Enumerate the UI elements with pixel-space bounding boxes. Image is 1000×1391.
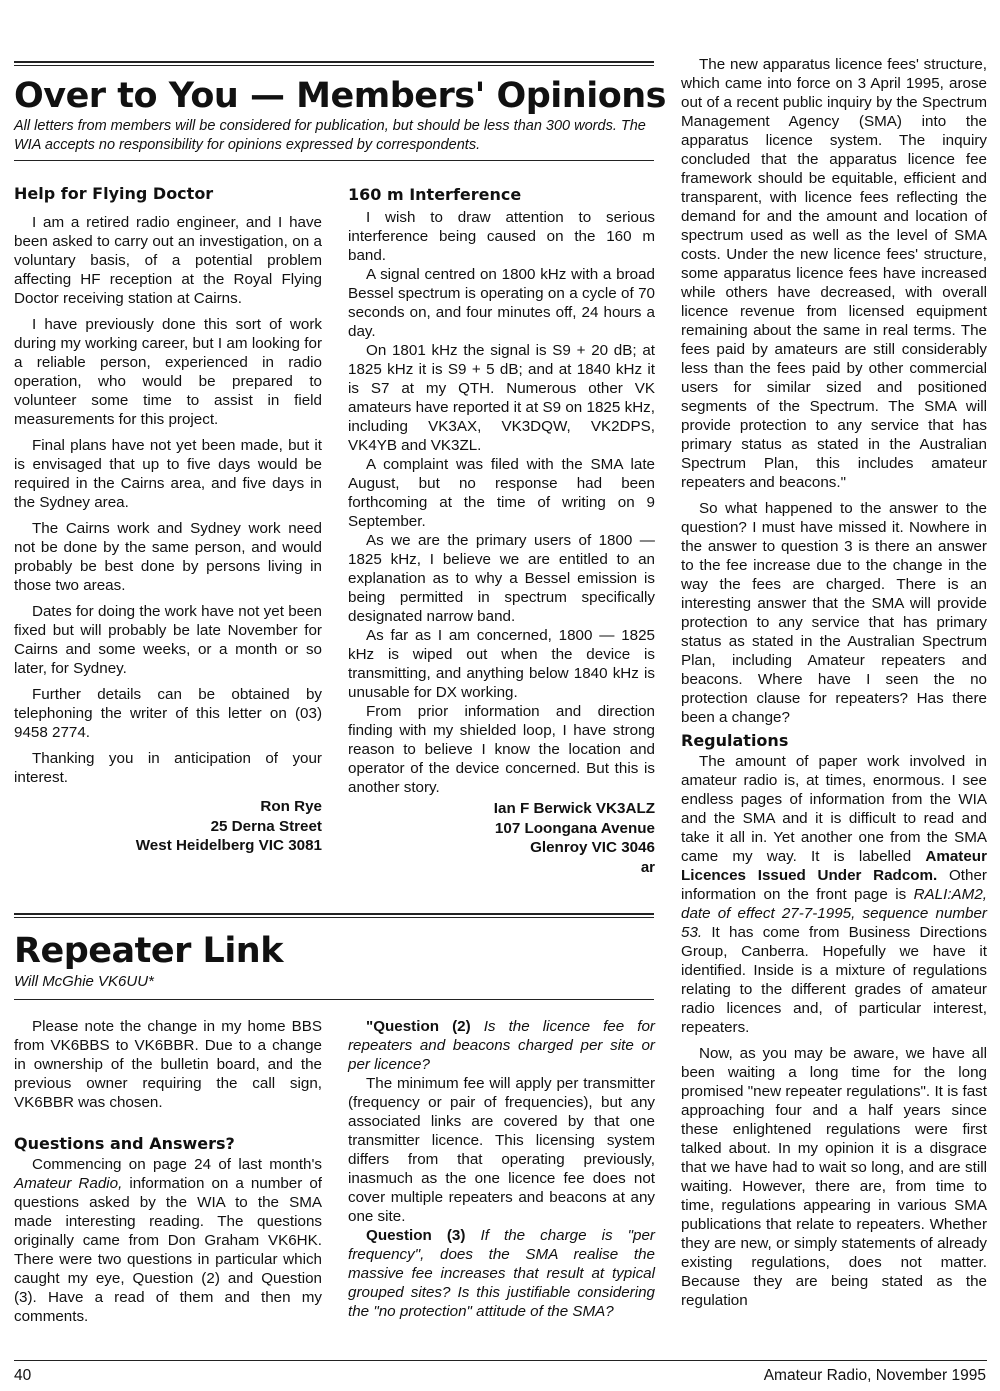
paragraph: I have previously done this sort of work during my working career, but I am looking for a reliable person, experienced in radio operation, who would be prepared to volunteer some time to assist in field measurements for this project. bbox=[14, 316, 322, 428]
paragraph: As we are the primary users of 1800 — 1825 kHz, I believe we are entitled to an explanation as to why a Bessel emission is being permitted in spectrum specifically designated narrow band. bbox=[348, 532, 655, 625]
signature-name: Ian F Berwick VK3ALZ bbox=[493, 800, 655, 817]
question-2: "Question (2) Is the licence fee for repeaters and beacons charged per site or per licence? bbox=[348, 1018, 655, 1073]
repeater-rule bbox=[14, 913, 654, 918]
letter-flying-doctor bbox=[14, 183, 322, 856]
publication-footer: Amateur Radio, November 1995 bbox=[763, 1367, 986, 1384]
letter-heading: 160 m Interference bbox=[348, 185, 522, 204]
paragraph: The amount of paper work involved in amateur radio is, at times, enormous. I see endless pages of information from the WIA and the SMA and it is difficult to read and take it all in. Yet another one from the SMA came my way. It is labelled Amateur Licences Issued Under Radcom. Other information on the front page is RALI:AM2, date of effect 27-7-1995, sequence number 53. It has come from Business Directions Group, Canberra. Hopefully we have it identified. Inside is a mixture of regulations relating to the different grades of amateur radio licences and, of particular interest, repeaters. bbox=[681, 753, 987, 1036]
paragraph: Further details can be obtained by telephoning the writer of this letter on (03) 9458 2774. bbox=[14, 686, 322, 741]
paragraph: Commencing on page 24 of last month's Amateur Radio, information on a number of questions asked by the WIA to the SMA made interesting reading. The questions originally came from Don Graham VK6HK. There were two questions in particular which caught my eye, Question (2) and Question (3). Have a read of them and then my comments. bbox=[14, 1156, 322, 1325]
paragraph: A signal centred on 1800 kHz with a broad Bessel spectrum is operating on a cycle of 70 seconds on, and four minutes off, 24 hours a day. bbox=[348, 266, 655, 340]
repeater-column-2 bbox=[348, 1017, 655, 1321]
page-number: 40 bbox=[14, 1367, 32, 1384]
footer-rule bbox=[14, 1360, 987, 1361]
signature-street: 107 Loongana Avenue bbox=[494, 819, 655, 837]
paragraph: Thanking you in anticipation of your interest. bbox=[14, 750, 322, 786]
publication-reference: RALI:AM2, date of effect 27-7-1995, sequence number 53. bbox=[681, 886, 987, 941]
paragraph: The new apparatus licence fees' structure, which came into force on 3 April 1995, arose out of a recent public inquiry by the Spectrum Management Agency (SMA) into the apparatus licence system. The inquiry concluded that the apparatus licence fee framework should be equitable, efficient and transparent, with licence fees reflecting the demand for and the amount and location of spectrum used as well as the level of SMA costs. Under the new licence fees' structure, some apparatus licence fees have increased while others have decreased, with overall licence revenue from licensed equipment remaining about the same in real terms. The fees paid by amateurs are still considerably less than the fees paid by other commercial users for similar sized and positioned segments of the Spectrum. The SMA will provide protection to any service that has primary status as stated in the Australian Spectrum Plan, this includes amateur repeaters and beacons." bbox=[681, 56, 987, 491]
qa-heading: Questions and Answers? bbox=[14, 1134, 235, 1153]
signature-locality: West Heidelberg VIC 3081 bbox=[135, 837, 322, 854]
regulations-heading: Regulations bbox=[681, 731, 789, 750]
letter-heading: Help for Flying Doctor bbox=[14, 184, 214, 203]
end-mark: ar bbox=[640, 858, 655, 876]
paragraph: Please note the change in my home BBS from VK6BBS to VK6BBR. Due to a change in ownership of the bulletin board, and the previous owner requiring the call sign, VK6BBR was chosen. bbox=[14, 1018, 322, 1111]
signature-locality: Glenroy VIC 3046 bbox=[530, 839, 655, 856]
paragraph: Now, as you may be aware, we have all been waiting a long time for the long promised "new repeater regulations". It is fast approaching four and a half years since these enlightened regulations were first talked about. In my opinion it is a disgrace that we have had to wait so long, and are still waiting. However, there are, from time to time, regulations appearing in various SMA publications that relate to repeaters. Whether they are new, or simply statements of already existing regulations, does not matter. Because they are being stated as the regulation bbox=[681, 1045, 987, 1309]
signature-name: Ron Rye bbox=[260, 798, 322, 815]
letter-160m-interference bbox=[348, 184, 655, 877]
paragraph: From prior information and direction finding with my shielded loop, I have strong reason to believe I know the location and operator of the device concerned. But this is another story. bbox=[348, 703, 655, 796]
repeater-column-1 bbox=[14, 1017, 322, 1326]
paragraph: Final plans have not yet been made, but it is envisaged that up to five days would be required in the Cairns area, and five days in the Sydney area. bbox=[14, 437, 322, 511]
paragraph: Dates for doing the work have not yet been fixed but will probably be late November for Cairns and some weeks, or a month or so later, for Sydney. bbox=[14, 603, 322, 677]
magazine-name: Amateur Radio, bbox=[14, 1175, 123, 1192]
right-column bbox=[681, 55, 987, 1310]
top-rule bbox=[14, 61, 654, 66]
paragraph: The minimum fee will apply per transmitter (frequency or pair of frequencies), but any associated links are covered by that one transmitter licence. This licensing system differs from that operating previously, inasmuch as the one licence fee does not cover multiple repeaters and beacons at any one site. bbox=[348, 1075, 655, 1225]
byline-rule bbox=[14, 999, 654, 1000]
paragraph: On 1801 kHz the signal is S9 + 20 dB; at 1825 kHz it is S9 + 5 dB; and at 1840 kHz it is S7 at my QTH. Numerous other VK amateurs have reported it at S9 on 1825 kHz, including VK3AX, VK3DQW, VK2DPS, VK4YB and VK3ZL. bbox=[348, 342, 655, 454]
intro-rule bbox=[14, 160, 654, 161]
paragraph: So what happened to the answer to the question? I must have missed it. Nowhere in the answer to question 3 is there an answer to the fee increase due to the change in the way the fees are charged. There is an interesting answer that the SMA will provide protection to any service that has primary status as stated in the Australian Spectrum Plan, including Amateur repeaters and beacons. Where have I seen the no protection clause for repeaters? Has there been a change? bbox=[681, 500, 987, 726]
paragraph: A complaint was filed with the SMA late August, but no response had been forthcoming at the time of writing on 9 September. bbox=[348, 456, 655, 530]
signature-street: 25 Derna Street bbox=[210, 817, 322, 835]
byline: Will McGhie VK6UU* bbox=[14, 973, 154, 990]
publication-title: Amateur Licences Issued Under Radcom. bbox=[681, 848, 987, 884]
question-3: Question (3) If the charge is "per frequency", does the SMA realise the massive fee increases that result at typical grouped sites? Is this justifiable considering the "no protection" attitude of the SMA? bbox=[348, 1227, 655, 1320]
paragraph: The Cairns work and Sydney work need not be done by the same person, and would probably be best done by persons living in those two areas. bbox=[14, 520, 322, 594]
paragraph: I wish to draw attention to serious interference being caused on the 160 m band. bbox=[348, 209, 655, 264]
section-title: Over to You — Members' Opinions bbox=[14, 76, 667, 116]
section-intro: All letters from members will be considered for publication, but should be less than 300 words. The WIA accepts no responsibility for opinions expressed by correspondents. bbox=[14, 118, 646, 153]
repeater-title: Repeater Link bbox=[14, 931, 284, 971]
paragraph: As far as I am concerned, 1800 — 1825 kHz is wiped out when the device is transmitting, and anything below 1840 kHz is unusable for DX working. bbox=[348, 627, 655, 701]
paragraph: I am a retired radio engineer, and I have been asked to carry out an investigation, on a voluntary basis, of a potential problem affecting HF reception at the Royal Flying Doctor receiving station at Cairns. bbox=[14, 214, 322, 307]
